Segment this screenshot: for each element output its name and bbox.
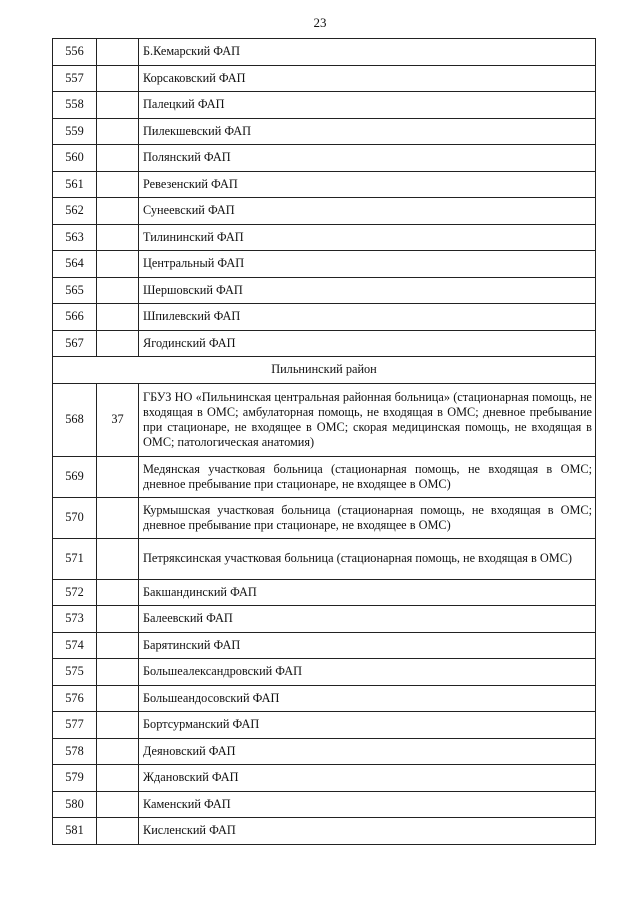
facility-name: Балеевский ФАП [139,606,596,633]
row-code [97,92,139,119]
table-row [53,251,596,278]
row-code [97,118,139,145]
row-code [97,456,139,497]
facility-name: Курмышская участковая больница (стационарная помощь, не входящая в ОМС; дневное пребывание при стационаре, не входящее в ОМС) [139,497,596,538]
facility-name: ГБУЗ НО «Пильнинская центральная районная больница» (стационарная помощь, не входящая в ОМС; амбулаторная помощь, не входящая в ОМС; дневное пребывание при стационаре, не входящее в ОМС; скорая медицинская помощь, не входящая в ОМС; патологическая анатомия) [139,383,596,456]
facility-name: Б.Кемарский ФАП [139,39,596,66]
row-number: 559 [53,118,97,145]
facility-name: Центральный ФАП [139,251,596,278]
row-code [97,251,139,278]
row-number: 558 [53,92,97,119]
table-row [53,198,596,225]
region-header-row [53,357,596,384]
row-number: 557 [53,65,97,92]
facility-name: Корсаковский ФАП [139,65,596,92]
table-row [53,659,596,686]
row-code [97,538,139,579]
row-code [97,659,139,686]
table-row [53,224,596,251]
facility-name: Кисленский ФАП [139,818,596,845]
row-code [97,171,139,198]
facility-name: Деяновский ФАП [139,738,596,765]
row-number: 578 [53,738,97,765]
facility-name: Шпилевский ФАП [139,304,596,331]
facility-table-body [53,39,596,845]
row-code [97,198,139,225]
row-number: 564 [53,251,97,278]
facility-name: Ревезенский ФАП [139,171,596,198]
table-row [53,791,596,818]
row-code [97,632,139,659]
row-number: 580 [53,791,97,818]
row-number: 565 [53,277,97,304]
row-number: 576 [53,685,97,712]
row-number: 567 [53,330,97,357]
facility-name: Бакшандинский ФАП [139,579,596,606]
table-row [53,92,596,119]
row-number: 579 [53,765,97,792]
row-code [97,765,139,792]
facility-name: Ягодинский ФАП [139,330,596,357]
table-row [53,738,596,765]
facility-name: Пилекшевский ФАП [139,118,596,145]
row-number: 570 [53,497,97,538]
row-code [97,65,139,92]
table-row [53,304,596,331]
table-row [53,497,596,538]
row-number: 562 [53,198,97,225]
row-number: 572 [53,579,97,606]
facility-name: Каменский ФАП [139,791,596,818]
row-number: 573 [53,606,97,633]
row-code: 37 [97,383,139,456]
row-number: 581 [53,818,97,845]
row-number: 577 [53,712,97,739]
table-row [53,383,596,456]
row-code [97,330,139,357]
table-row [53,538,596,579]
facility-name: Петряксинская участковая больница (стационарная помощь, не входящая в ОМС) [139,538,596,579]
table-row [53,685,596,712]
table-row [53,818,596,845]
table-row [53,456,596,497]
row-number: 566 [53,304,97,331]
table-row [53,39,596,66]
row-code [97,579,139,606]
table-row [53,145,596,172]
table-row [53,277,596,304]
facility-name: Большеандосовский ФАП [139,685,596,712]
table-row [53,65,596,92]
row-code [97,304,139,331]
page-number: 23 [313,15,327,30]
row-number: 556 [53,39,97,66]
table-row [53,118,596,145]
facility-name: Большеалександровский ФАП [139,659,596,686]
row-number: 575 [53,659,97,686]
row-code [97,39,139,66]
table-row [53,579,596,606]
row-number: 560 [53,145,97,172]
row-code [97,606,139,633]
table-row [53,606,596,633]
row-code [97,497,139,538]
table-row [53,712,596,739]
facility-name: Медянская участковая больница (стационарная помощь, не входящая в ОМС; дневное пребывание при стационаре, не входящее в ОМС) [139,456,596,497]
table-row [53,632,596,659]
row-code [97,818,139,845]
row-number: 571 [53,538,97,579]
facility-name: Тилининский ФАП [139,224,596,251]
facility-name: Барятинский ФАП [139,632,596,659]
row-code [97,791,139,818]
facility-name: Палецкий ФАП [139,92,596,119]
facility-name: Ждановский ФАП [139,765,596,792]
table-row [53,765,596,792]
table-row [53,171,596,198]
facility-name: Полянский ФАП [139,145,596,172]
row-code [97,712,139,739]
row-code [97,224,139,251]
row-code [97,738,139,765]
row-number: 563 [53,224,97,251]
row-number: 569 [53,456,97,497]
facility-table [52,38,596,845]
row-number: 574 [53,632,97,659]
row-code [97,277,139,304]
row-code [97,145,139,172]
row-code [97,685,139,712]
row-number: 568 [53,383,97,456]
facility-name: Бортсурманский ФАП [139,712,596,739]
facility-name: Шершовский ФАП [139,277,596,304]
row-number: 561 [53,171,97,198]
facility-name: Сунеевский ФАП [139,198,596,225]
region-header: Пильнинский район [53,357,596,384]
table-row [53,330,596,357]
